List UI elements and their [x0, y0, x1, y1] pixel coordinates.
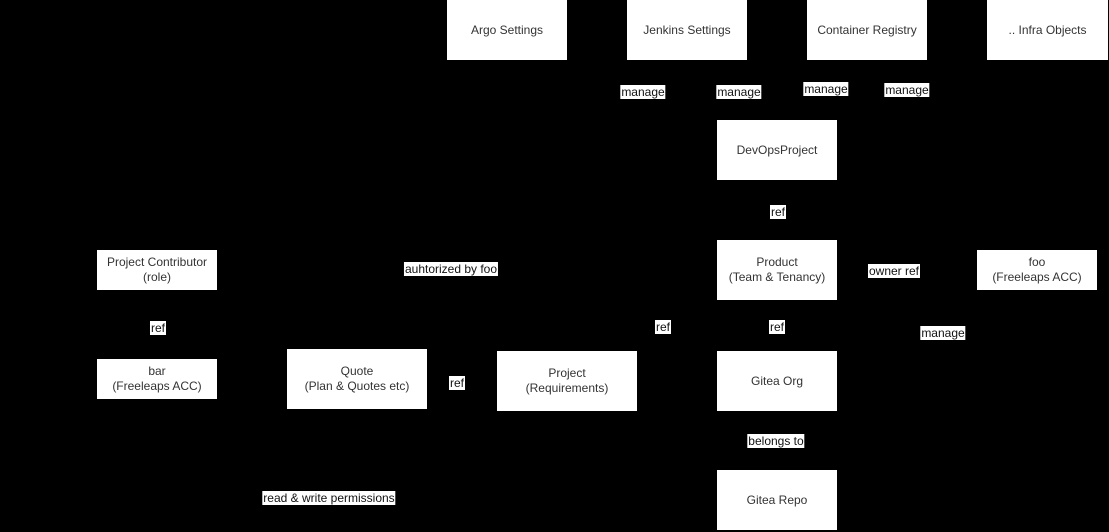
node-argo-settings[interactable] — [447, 0, 567, 60]
edge-label-manage-infra[interactable]: manage — [885, 83, 929, 97]
node-text-line: Product — [756, 255, 798, 269]
node-text-line: bar — [148, 364, 166, 378]
node-text-line: Jenkins Settings — [643, 22, 731, 37]
edge-label-manage-registry[interactable]: manage — [804, 82, 848, 96]
node-text-line: Gitea Repo — [746, 492, 808, 507]
node-project[interactable] — [497, 351, 637, 411]
node-text-line: (Freeleaps ACC) — [112, 379, 202, 393]
edge-label-belongs-to[interactable]: belongs to — [748, 434, 804, 448]
node-text-line: .. Infra Objects — [1008, 22, 1087, 37]
edge-label-manage-foo[interactable]: manage — [921, 326, 965, 340]
node-quote[interactable] — [287, 349, 427, 409]
edge-label-manage-argo[interactable]: manage — [621, 85, 665, 99]
node-text-line: (Freeleaps ACC) — [992, 270, 1082, 284]
node-text-line: (Team & Tenancy) — [728, 270, 826, 284]
edge-label-read-write-permissions[interactable]: read & write permissions — [263, 491, 395, 505]
edge-label-auhtorized-by-foo[interactable]: auhtorized by foo — [404, 262, 498, 276]
node-text-line: Gitea Org — [750, 373, 804, 388]
edge-label-ref-project-product[interactable]: ref — [655, 320, 671, 334]
node-text-line: (role) — [142, 270, 171, 284]
node-container-registry[interactable] — [807, 0, 927, 60]
node-text-line: Argo Settings — [470, 22, 544, 37]
node-project-contributor[interactable] — [97, 250, 217, 290]
node-text-line: foo — [1028, 255, 1046, 269]
node-gitea-repo[interactable] — [717, 470, 837, 530]
edge-label-manage-jenkins[interactable]: manage — [717, 85, 761, 99]
node-gitea-org[interactable] — [717, 351, 837, 411]
node-text-line: Project Contributor — [106, 255, 208, 269]
node-text-line: DevOpsProject — [736, 142, 818, 157]
edge-label-ref-quote-project[interactable]: ref — [449, 376, 465, 390]
node-text-line: Quote — [340, 364, 374, 378]
edge-label-ref-product-gitea-org[interactable]: ref — [769, 320, 785, 334]
node-text-line: Container Registry — [817, 22, 917, 37]
node-text-line: (Requirements) — [525, 381, 609, 395]
node-infra-objects[interactable] — [987, 0, 1108, 60]
node-devops-project[interactable] — [717, 120, 837, 180]
node-product[interactable] — [717, 240, 837, 300]
edge-label-ref-contributor-bar[interactable]: ref — [150, 321, 166, 335]
edge-label-owner-ref[interactable]: owner ref — [868, 264, 920, 278]
edge-label-ref-devops-product[interactable]: ref — [770, 205, 786, 219]
node-foo-freeleaps-acc[interactable] — [977, 250, 1097, 290]
node-bar-freeleaps-acc[interactable] — [97, 359, 217, 399]
node-text-line: (Plan & Quotes etc) — [304, 379, 410, 393]
node-text-line: Project — [548, 366, 586, 380]
node-jenkins-settings[interactable] — [627, 0, 747, 60]
